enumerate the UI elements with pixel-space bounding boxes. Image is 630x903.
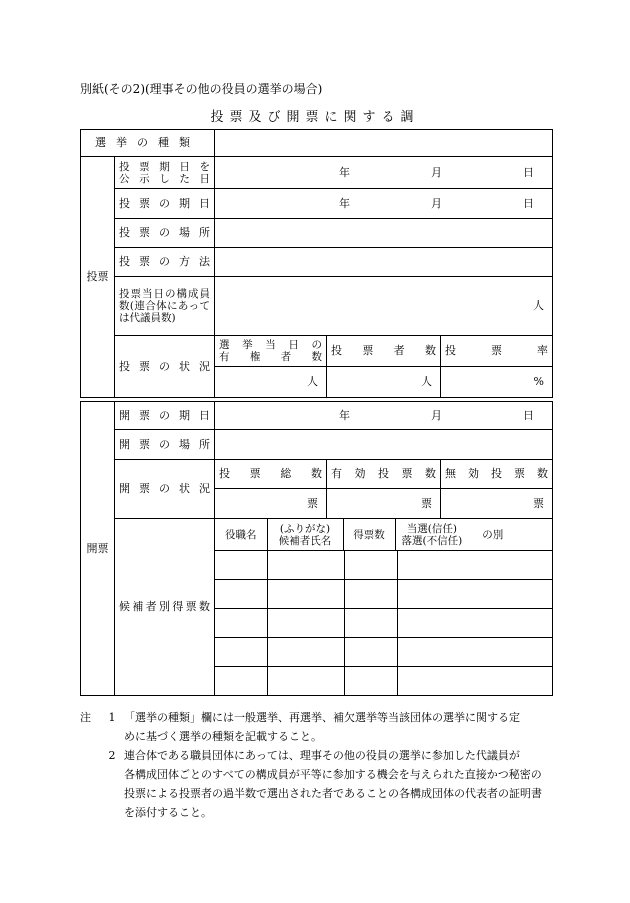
notes-label: 注 — [80, 711, 91, 724]
vote-date-field[interactable]: 年 月 日 — [215, 189, 553, 219]
count-place-field[interactable] — [215, 430, 553, 460]
vote-method-field[interactable] — [215, 248, 553, 277]
valid-votes-header: 有効投票数 — [327, 460, 441, 489]
eligible-voters-header: 選挙当日の 有権者数 — [215, 336, 327, 367]
vote-announce-date-field[interactable]: 年 月 日 — [215, 157, 553, 189]
form-title: 投票及び開票に関する調 — [210, 110, 420, 125]
members-count-label: 投票当日の構成員数(連合体にあっては代議員数) — [115, 277, 215, 336]
form-heading: 別紙(その2)(理事その他の役員の選挙の場合) — [80, 82, 323, 96]
election-type-field[interactable] — [215, 130, 553, 157]
total-votes-header: 投票総数 — [215, 460, 327, 489]
vote-status-label: 投票の状況 — [115, 336, 215, 398]
voters-field[interactable]: 人 — [327, 367, 441, 398]
count-status-label: 開票の状況 — [115, 460, 215, 519]
vote-method-label: 投票の方法 — [115, 248, 215, 277]
candidate-header-row — [215, 519, 553, 551]
col-result-header: 当選(信任) 落選(不信任) の別 — [401, 522, 504, 547]
turnout-header: 投票率 — [441, 336, 553, 367]
note-text: 各構成団体ごとのすべての構成員が平等に参加する機会を与えられた直接かつ秘密の投票による投票者の過半数で選出された者であることの各構成団体の代表者の証明書を添付すること。 — [124, 768, 542, 819]
voters-header: 投票者数 — [327, 336, 441, 367]
col-votes-header: 得票数 — [343, 519, 395, 550]
vote-section-label: 投票 — [81, 157, 115, 398]
candidate-row[interactable] — [215, 580, 553, 609]
candidate-row[interactable] — [215, 551, 553, 580]
candidate-row[interactable] — [215, 638, 553, 667]
eligible-voters-field[interactable]: 人 — [215, 367, 327, 398]
vote-place-field[interactable] — [215, 219, 553, 248]
notes — [80, 708, 552, 822]
candidate-row[interactable] — [215, 667, 553, 696]
turnout-field[interactable]: % — [441, 367, 553, 398]
count-date-label: 開票の期日 — [115, 402, 215, 430]
note-text: めに基づく選挙の種類を記載すること。 — [124, 730, 322, 743]
election-type-label: 選挙の種類 — [81, 130, 215, 157]
total-votes-field[interactable]: 票 — [215, 489, 327, 519]
count-date-field[interactable]: 年 月 日 — [215, 402, 553, 430]
election-form-table — [80, 129, 553, 696]
candidate-row[interactable] — [215, 609, 553, 638]
vote-announce-date-label: 投票期日を 公示した日 — [115, 157, 215, 189]
col-candidate-header: (ふりがな) 候補者氏名 — [267, 519, 343, 550]
vote-date-label: 投票の期日 — [115, 189, 215, 219]
col-position-header: 役職名 — [215, 519, 267, 550]
invalid-votes-header: 無効投票数 — [441, 460, 553, 489]
note-item: 注 1 「選挙の種類」欄には一般選挙、再選挙、補欠選挙等当該団体の選挙に関する定 — [80, 708, 552, 727]
per-candidate-label: 候補者別得票数 — [115, 519, 215, 696]
count-place-label: 開票の場所 — [115, 430, 215, 460]
valid-votes-field[interactable]: 票 — [327, 489, 441, 519]
members-count-field[interactable]: 人 — [215, 277, 553, 336]
vote-place-label: 投票の場所 — [115, 219, 215, 248]
note-item: 2 連合体である職員団体にあっては、理事その他の役員の選挙に参加した代議員が — [108, 749, 520, 762]
invalid-votes-field[interactable]: 票 — [441, 489, 553, 519]
count-section-label: 開票 — [81, 402, 115, 696]
